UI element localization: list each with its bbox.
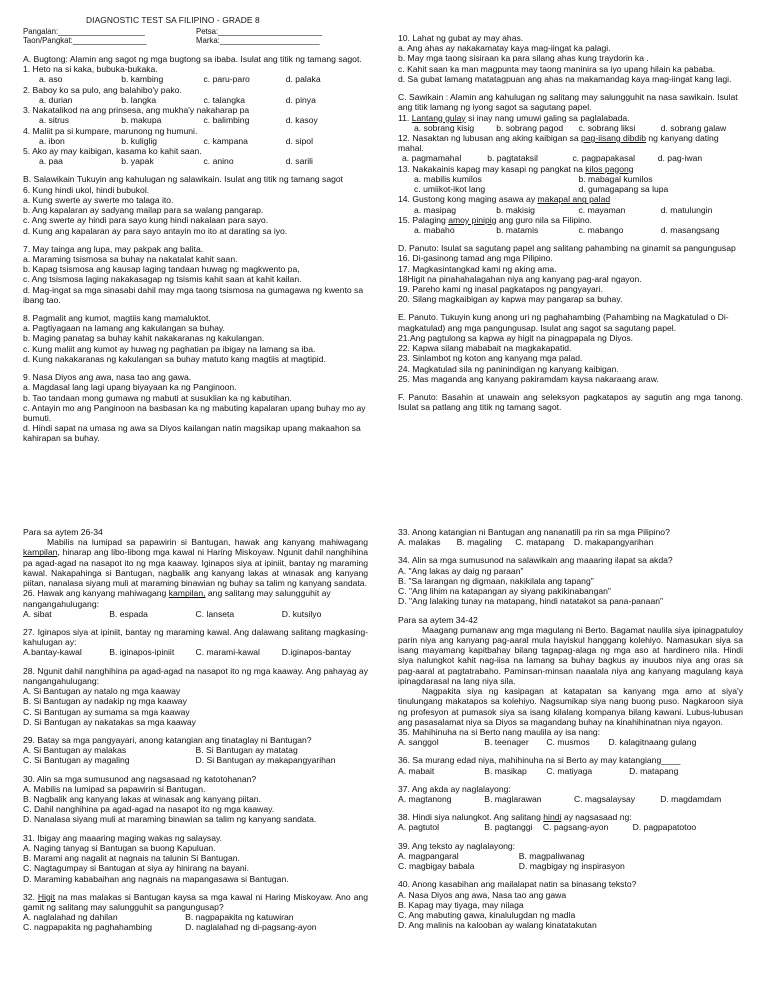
option[interactable]: a. aso — [39, 74, 63, 85]
option[interactable]: A. Si Bantugan ay malakas — [23, 745, 127, 756]
question-14-options — [398, 205, 743, 215]
option[interactable]: b. matamis — [496, 224, 539, 235]
option[interactable]: A. sibat — [23, 608, 52, 619]
question-27: 27. Iginapos siya at ipiniit, bantay ng maraming kawal. Ang dalawang salitang magkasing-kahulugan ay: — [23, 626, 368, 648]
q11-suffix: si inay nang umuwi galing sa paglalabada. — [468, 112, 630, 123]
option[interactable]: A. Nasa Diyos ang awa, Nasa tao ang gawa — [398, 889, 567, 900]
option[interactable]: B. nagpapakita ng katuwiran — [185, 912, 294, 923]
option[interactable]: C. nagpapakita ng paghahambing — [23, 922, 153, 933]
taon-pangkat-field[interactable]: Taon/Pangkat:_________________ — [23, 36, 147, 45]
passage-underlined: kampilan — [23, 547, 58, 558]
question-13-options-row1 — [398, 174, 743, 184]
option[interactable]: d. sipol — [285, 135, 313, 146]
question-20: 20. Silang magkaibigan ay kapwa may pangarap sa buhay. — [398, 294, 623, 305]
q38-suffix: ay nagsasaad ng: — [563, 812, 632, 823]
question-11 — [398, 113, 743, 123]
berto-passage-2: Nagpakita siya ng kasipagan at katapatan sa kanyang mga amo at siya'y tinulungang makatapos sa kolehiyo. Nagsumikap siya nang buong puso. Nagkaroon siya ng profesyon at pumasok siya sa isang kilalang kompanya bilang kawani. Lubus-lubusan ang pasasalamat niya sa Diyos sa magandang buhay na kinahihinatnan niya ngayon. — [398, 686, 743, 727]
question-11-options — [398, 123, 743, 133]
option[interactable]: C. musmos — [546, 737, 590, 748]
question-29-options-row1 — [23, 745, 368, 755]
option[interactable]: c. mabango — [578, 224, 624, 235]
option[interactable]: D. Si Bantugan ay nakatakas sa mga kaaway — [23, 716, 196, 727]
page1-right-column — [398, 33, 743, 412]
passage-part-2: , hinarap ang libo-libong mga kawal ni Haring Miskoyaw. Ngunit dahil nanghihina pa agad-agad na nasapot ito ng mga kaaway. Iginapos siya at ipiniit, bantay ng maraming kawal. Nakapahinga si Bantugan, nagbalik ang kanyang lakas at winasak ang kanyang piitan, nanalasa siyang muli at maraming binawian ng buhay sa talim ng kanyang sandata. — [23, 547, 368, 589]
q32-underlined: Higit — [37, 891, 56, 902]
option[interactable]: a. masipag — [414, 204, 457, 215]
question-4: 4. Maliit pa si kumpare, marunong ng humuni. — [23, 125, 198, 136]
option[interactable]: b. kambing — [121, 74, 164, 85]
option[interactable]: B. teenager — [484, 737, 529, 748]
option[interactable]: C. Si Bantugan ay sumama sa mga kaaway — [23, 706, 190, 717]
question-18: 18Higit na pinahahalagahan niya ang kanyang pag-aral ngayon. — [398, 273, 642, 284]
question-35-options — [398, 737, 743, 747]
question-32 — [23, 892, 368, 912]
passage-heading-34-42: Para sa aytem 34-42 — [398, 614, 478, 625]
question-13 — [398, 164, 743, 174]
option[interactable]: a. Pagtiyagaan na lamang ang kakulangan sa buhay. — [23, 323, 225, 334]
option[interactable]: A. magpangaral — [398, 850, 459, 861]
question-17: 17. Magkasintangkad kami ng aking ama. — [398, 263, 557, 274]
question-4-options — [23, 136, 368, 146]
option[interactable]: b. makupa — [121, 115, 162, 126]
test-title: DIAGNOSTIC TEST SA FILIPINO - GRADE 8 — [86, 15, 260, 25]
question-16: 16. Di-gasinong tamad ang mga Pilipino. — [398, 253, 553, 264]
option[interactable]: a. paa — [39, 156, 63, 167]
question-1: 1. Heto na si kaka, bubuka-bukaka. — [23, 64, 158, 75]
option[interactable]: a. durian — [39, 94, 73, 105]
option[interactable]: c. umiikot-ikot lang — [414, 184, 486, 195]
option[interactable]: D. matapang — [629, 765, 679, 776]
question-24: 24. Magkatulad sila ng paninindigan ng kanyang kaibigan. — [398, 363, 619, 374]
option[interactable]: D. magbigay ng inspirasyon — [518, 861, 625, 872]
option[interactable]: d. sobrang galaw — [660, 122, 727, 133]
section-c-instruction: C. Sawikain : Alamin ang kahulugan ng salitang may salungguhit na nasa sawikain. Isulat ang titik lamang ng iyong sagot sa sagutang papel. — [398, 92, 738, 113]
option[interactable]: D. magdamdam — [660, 794, 722, 805]
option[interactable]: c. mayaman — [578, 204, 626, 215]
question-29: 29. Batay sa mga pangyayari, anong katangian ang tinataglay ni Bantugan? — [23, 734, 312, 745]
question-36: 36. Sa murang edad niya, mahihinuha na si Berto ay may katangiang____ — [398, 755, 681, 766]
q15-prefix: 15. Palaging — [398, 214, 446, 225]
q11-prefix: 11. — [398, 112, 410, 123]
question-27-options — [23, 647, 368, 657]
option[interactable]: a. Ang ahas ay nakakamatay kaya mag-iingat ka palagi. — [398, 43, 611, 54]
option[interactable]: d. kasoy — [285, 115, 318, 126]
question-15-options — [398, 225, 743, 235]
option[interactable]: D. pagpapatotoo — [632, 822, 697, 833]
question-32-options-row1 — [23, 912, 368, 922]
passage-heading-26-34: Para sa aytem 26-34 — [23, 527, 103, 537]
petsa-field[interactable]: Petsa:________________________ — [196, 27, 323, 36]
option[interactable]: b. langka — [121, 94, 157, 105]
question-38-options — [398, 822, 743, 832]
question-2: 2. Baboy ko sa pulo, ang balahibo'y pako. — [23, 84, 182, 95]
option[interactable]: b. pagtataksil — [487, 153, 538, 164]
section-f-instruction: F. Panuto: Basahin at unawain ang seleksyon pagkatapos ay sagutin ang mga tanong. Isulat sa patlang ang titik ng tamang sagot. — [398, 392, 743, 413]
question-25: 25. Mas maganda ang kanyang pakiramdam kaysa nakaraang araw. — [398, 373, 659, 384]
question-2-options — [23, 95, 368, 105]
q38-underlined: hindi — [543, 812, 562, 823]
question-38 — [398, 812, 743, 822]
option[interactable]: D. "Ang lalaking tunay na matapang, hindi natatakot sa pana-panaan" — [398, 596, 664, 607]
q11-underlined: Lantang gulay — [411, 112, 466, 123]
option[interactable]: B. Kapag may tiyaga, may nilaga — [398, 899, 524, 910]
question-34: 34. Alin sa mga sumusunod na salawikain ang maaaring ilapat sa akda? — [398, 555, 673, 566]
question-39-options-row2 — [398, 861, 743, 871]
option[interactable]: d. Hindi sapat na umasa ng awa sa Diyos kailangan natin magsikap upang makaahon sa kahirapan sa buhay. — [23, 423, 361, 444]
question-36-options — [398, 766, 743, 776]
question-1-options — [23, 74, 368, 84]
option[interactable]: A. Mabilis na lumipad sa papawirin si Bantugan. — [23, 783, 206, 794]
option[interactable]: A. malakas — [398, 537, 441, 548]
option[interactable]: b. yapak — [121, 156, 154, 167]
option[interactable]: C. matapang — [515, 537, 565, 548]
option[interactable]: b. makisig — [496, 204, 535, 215]
question-37: 37. Ang akda ay naglalayong: — [398, 783, 511, 794]
option[interactable]: d. Kung ang kapalaran ay para sayo antayin mo ito at darating sa iyo. — [23, 225, 288, 236]
option[interactable]: D.iginapos-bantay — [281, 647, 352, 658]
option[interactable]: C. lanseta — [195, 608, 235, 619]
question-6: 6. Kung hindi ukol, hindi bubukol. — [23, 184, 150, 195]
option[interactable]: d. gumagapang sa lupa — [578, 184, 669, 195]
q26-suffix: ang salitang may salungguhit ay nangangahulugang: — [23, 588, 331, 609]
question-31: 31. Ibigay ang maaaring maging wakas ng salaysay. — [23, 832, 223, 843]
question-33-options — [398, 537, 743, 547]
option[interactable]: d. masangsang — [660, 224, 720, 235]
option[interactable]: D. Nanalasa siyang muli at maraming binawian sa talim ng kanyang sandata. — [23, 814, 317, 825]
option[interactable]: D. Maraming kababaihan ang nagnais na mapangasawa si Bantugan. — [23, 873, 289, 884]
option[interactable]: D. kutsilyo — [281, 608, 322, 619]
option[interactable]: A. Naging tanyag si Bantugan sa buong Kapuluan. — [23, 842, 216, 853]
q14-prefix: 14. Gustong kong maging asawa ay — [398, 194, 536, 205]
option[interactable]: C. Nagtagumpay si Bantugan at siya ay hinirang na bayani. — [23, 863, 249, 874]
question-10: 10. Lahat ng gubat ay may ahas. — [398, 33, 524, 43]
option[interactable]: C. Ang mabuting gawa, kinalulugdan ng madla — [398, 910, 576, 920]
option[interactable]: A.bantay-kawal — [23, 647, 82, 658]
marka-field[interactable]: Marka:_______________________ — [196, 36, 320, 45]
option[interactable]: C. matiyaga — [546, 765, 593, 776]
question-40: 40. Anong kasabihan ang mailalapat natin sa binasang teksto? — [398, 879, 637, 890]
question-14 — [398, 194, 743, 204]
option[interactable]: B. magpaliwanag — [518, 850, 585, 861]
option[interactable]: d. sarili — [285, 156, 313, 167]
option[interactable]: b. May mga taong sisiraan ka para silang ahas kung traydorin ka . — [398, 53, 649, 64]
option[interactable]: B. Nagbalik ang kanyang lakas at winasak ang kanyang piitan. — [23, 794, 261, 805]
question-23: 23. Sinlambot ng koton ang kanyang mga palad. — [398, 353, 583, 364]
option[interactable]: C. "Ang lihim na katapangan ay siyang pakikinabangan" — [398, 586, 611, 597]
option[interactable]: a. mabilis kumilos — [414, 173, 482, 184]
bantugan-passage — [23, 537, 368, 588]
option[interactable]: B. "Sa larangan ng digmaan, nakikilala ang tapang" — [398, 575, 594, 586]
option[interactable]: d. pag-iwan — [657, 153, 703, 164]
option[interactable]: d. pinya — [285, 94, 316, 105]
option[interactable]: A. Si Bantugan ay natalo ng mga kaaway — [23, 686, 181, 697]
question-39-options-row1 — [398, 851, 743, 861]
q15-underlined: amoy pinipig — [448, 214, 497, 225]
option[interactable]: d. Kung nakakaranas ng kakulangan sa buhay matuto kang magtiis at magtipid. — [23, 353, 326, 364]
section-e-instruction: E. Panuto. Tukuyin kung anong uri ng paghahambing (Pahambing na Magkatulad o Di-magkatulad) ang mga pangungusap. Isulat ang sagot sa sagutang papel. — [398, 312, 729, 333]
option[interactable]: D. makapangyarihan — [573, 537, 654, 548]
option[interactable]: A. sanggol — [398, 737, 439, 748]
option[interactable]: D. kalagitnaang gulang — [608, 737, 697, 748]
option[interactable]: c. pagpapakasal — [572, 153, 636, 164]
option[interactable]: c. Kahit saan ka man magpunta may taong maninira sa iyo upang hilain ka pababa. — [398, 63, 716, 74]
option[interactable]: A. pagtutol — [398, 822, 440, 833]
page2-right-column — [398, 527, 743, 930]
q14-underlined: makapal ang palad — [537, 194, 611, 205]
section-d-instruction: D. Panuto: Isulat sa sagutang papel ang salitang pahambing na ginamit sa pangungusap — [398, 243, 736, 254]
q13-underlined: kilos pagong — [585, 163, 634, 174]
option[interactable]: D. Ang malinis na kalooban ay walang kinatatakutan — [398, 920, 597, 931]
question-3: 3. Nakatalikod na ang prinsesa, ang mukha'y nakaharap pa — [23, 105, 250, 116]
option[interactable]: b. Ang kapalaran ay sadyang mailap para sa walang pangarap. — [23, 205, 264, 216]
option[interactable]: B. pagtanggi — [484, 822, 533, 833]
q26-prefix: 26. Hawak ang kanyang mahiwagang — [23, 588, 167, 599]
question-35: 35. Mahihinuha na si Berto nang maulila ay isa nang: — [398, 726, 601, 737]
option[interactable]: C. magsalaysay — [573, 794, 636, 805]
option[interactable]: c. Antayin mo ang Panginoon na basbasan ka ng mabuting kapalaran upang buhay mo ay bumuti. — [23, 402, 366, 423]
option[interactable]: A. magtanong — [398, 794, 452, 805]
question-32-options-row2 — [23, 922, 368, 932]
option[interactable]: a. sitrus — [39, 115, 70, 126]
option[interactable]: a. pagmamahal — [402, 153, 462, 164]
option[interactable]: a. Magdasal lang lagi upang biyayaan ka ng Panginoon. — [23, 382, 237, 393]
option[interactable]: d. palaka — [285, 74, 321, 85]
question-29-options-row2 — [23, 755, 368, 765]
option[interactable]: B. maglarawan — [484, 794, 542, 805]
q38-prefix: 38. Hindi siya nalungkot. Ang salitang — [398, 812, 541, 823]
question-28: 28. Ngunit dahil nanghihina pa agad-agad na nasapot ito ng mga kaaway. Ang pahayag ay nangangahulugang: — [23, 665, 368, 686]
question-19: 19. Pareho kami ng inasal pagkatapos ng pangyayari. — [398, 284, 603, 295]
option[interactable]: B. Si Bantugan ay nadakip ng mga kaaway — [23, 696, 187, 707]
question-26 — [23, 588, 368, 608]
question-3-options — [23, 115, 368, 125]
option[interactable]: B. Si Bantugan ay matatag — [195, 745, 298, 756]
option[interactable]: a. mabaho — [414, 224, 455, 235]
option[interactable]: a. Kung swerte ay swerte mo talaga ito. — [23, 194, 174, 205]
option[interactable]: A. mabait — [398, 765, 435, 776]
q12-suffix: ng kanyang dating mahal. — [398, 132, 719, 154]
q32-prefix: 32. — [23, 891, 35, 902]
question-30: 30. Alin sa mga sumusunod ang nagsasaad ng katotohanan? — [23, 773, 257, 784]
option[interactable]: b. mabagal kumilos — [578, 173, 653, 184]
page2-left-column — [23, 527, 368, 933]
option[interactable]: B. magaling — [456, 537, 503, 548]
option[interactable]: C. Dahil nanghihina pa agad-agad na nasapot ito ng mga kaaway. — [23, 804, 275, 815]
question-12 — [398, 133, 743, 153]
question-7: 7. May tainga ang lupa, may pakpak ang balita. — [23, 243, 204, 254]
option[interactable]: b. kuliglig — [121, 135, 158, 146]
berto-passage-1: Maagang pumanaw ang mga magulang ni Berto. Bagamat naulila siya ipinagpatuloy parin niya ang kanyang pag-aaral mula hayiskul hanggang kolehiyo. Namasukan siya sa isang mayamang kapitbahay bilang tagapag-alaga ng mga aso at hardinero nila. Hindi siya nalungkot kahit nag-iisa na lamang sa buhay bagkus ay inuubos niya ang oras sa pag-aaral at pagtatrabaho. Paminsan-minsan naaalala niya ang kanyang magulang kaya ipinagdarasal na lang niya sila. — [398, 624, 743, 686]
question-15 — [398, 215, 743, 225]
question-8: 8. Pagmalit ang kumot, magtiis kang mamaluktot. — [23, 313, 211, 324]
option[interactable]: c. sobrang liksi — [578, 122, 636, 133]
q12-underlined: pag-iisang dibdib — [581, 132, 646, 143]
option[interactable]: c. paru-paro — [203, 74, 250, 85]
option[interactable]: b. Tao tandaan mong gumawa ng mabuti at susuklian ka ng kabutihan. — [23, 392, 292, 403]
option[interactable]: A. naglalahad ng dahilan — [23, 912, 118, 923]
option[interactable]: d. Mag-ingat sa mga sinasabi dahil may mga taong tsismosa na gumagawa ng kwento sa ibang tao. — [23, 284, 364, 305]
option[interactable]: C. marami-kawal — [195, 647, 260, 658]
option[interactable]: d. matulungin — [660, 204, 713, 215]
option[interactable]: A. "Ang lakas ay daig ng paraan" — [398, 565, 524, 576]
question-21: 21.Ang pagtulong sa kapwa ay higit na pinagpapala ng Diyos. — [398, 332, 634, 343]
question-39: 39. Ang teksto ay naglalayong: — [398, 840, 516, 851]
option[interactable]: B. espada — [109, 608, 148, 619]
q26-underlined: kampilan, — [168, 588, 206, 599]
option[interactable]: B. iginapos-ipiniit — [109, 647, 175, 658]
question-26-options — [23, 609, 368, 619]
passage-part-1: Mabilis na lumipad sa papawirin si Bantugan, hawak ang kanyang mahiwagang — [47, 537, 368, 548]
question-33: 33. Anong katangian ni Bantugan ang nananatili pa rin sa mga Pilipino? — [398, 527, 670, 537]
section-b-instruction: B. Salawikain Tukuyin ang kahulugan ng salawikain. Isulat ang titik ng tamang sagot — [23, 174, 344, 185]
option[interactable]: a. ibon — [39, 135, 65, 146]
question-12-options — [398, 153, 743, 163]
option[interactable]: d. Sa gubat lamang matatagpuan ang ahas na makamandag kaya mag-iingat kang lagi. — [398, 73, 732, 84]
question-9: 9. Nasa Diyos ang awa, nasa tao ang gawa. — [23, 372, 192, 383]
option[interactable]: c. Kung maliit ang kumot ay huwag ng paghatian pa ibigay na lamang sa iba. — [23, 343, 316, 354]
option[interactable]: b. Kapag tsismosa ang kausap laging tandaan huwag ng magkwento pa, — [23, 264, 300, 275]
option[interactable]: c. anino — [203, 156, 234, 167]
option[interactable]: c. Ang tsismosa laging nakakasagap ng tsismis kahit saan at kahit kailan. — [23, 274, 302, 285]
page1-left-column — [23, 54, 368, 444]
question-22: 22. Kapwa silang mababait na magkakapatid. — [398, 343, 572, 354]
q32-suffix: na mas malakas si Bantugan kaysa sa mga kawal ni Haring Miskoyaw. Ano ang gamit ng salitang may salungguhit sa pangungusap? — [23, 891, 368, 912]
option[interactable]: a. Maraming tsismosa sa buhay na nakatalat kahit saan. — [23, 253, 238, 264]
option[interactable]: c. talangka — [203, 94, 246, 105]
option[interactable]: b. Maging panatag sa buhay kahit nakakaranas ng kakulangan. — [23, 333, 265, 344]
section-a-instruction: A. Bugtong: Alamin ang sagot ng mga bugtong sa ibaba. Isulat ang titik ng tamang sagot. — [23, 54, 362, 64]
option[interactable]: C. magbigay babala — [398, 861, 475, 872]
q13-prefix: 13. Nakakainis kapag may kasapi ng pangkat na — [398, 163, 583, 174]
page-two — [0, 503, 768, 1006]
page-one — [0, 0, 768, 500]
question-37-options — [398, 794, 743, 804]
question-13-options-row2 — [398, 184, 743, 194]
q15-suffix: ang guro nila sa Filipino. — [498, 214, 592, 225]
option[interactable]: a. sobrang kisig — [414, 122, 475, 133]
option[interactable]: B. masikap — [484, 765, 527, 776]
option[interactable]: D. naglalahad ng di-pagsang-ayon — [185, 922, 317, 933]
option[interactable]: C. Si Bantugan ay magaling — [23, 755, 130, 766]
question-5-options — [23, 156, 368, 166]
option[interactable]: C. pagsang-ayon — [542, 822, 609, 833]
option[interactable]: D. Si Bantugan ay makapangyarihan — [195, 755, 336, 766]
question-5: 5. Ako ay may kaibigan, kasama ko kahit saan. — [23, 145, 202, 156]
q12-prefix: 12. Nasaktan ng lubusan ang aking kaibigan sa — [398, 132, 579, 143]
option[interactable]: c. kampana — [203, 135, 248, 146]
option[interactable]: B. Marami ang nagalit at nagnais na talunin Si Bantugan. — [23, 853, 240, 864]
option[interactable]: c. balimbing — [203, 115, 250, 126]
option[interactable]: b. sobrang pagod — [496, 122, 564, 133]
pangalan-field[interactable]: Pangalan:____________________ — [23, 27, 145, 36]
option[interactable]: c. Ang swerte ay hindi para sayo kung hindi nakalaan para sayo. — [23, 215, 269, 226]
